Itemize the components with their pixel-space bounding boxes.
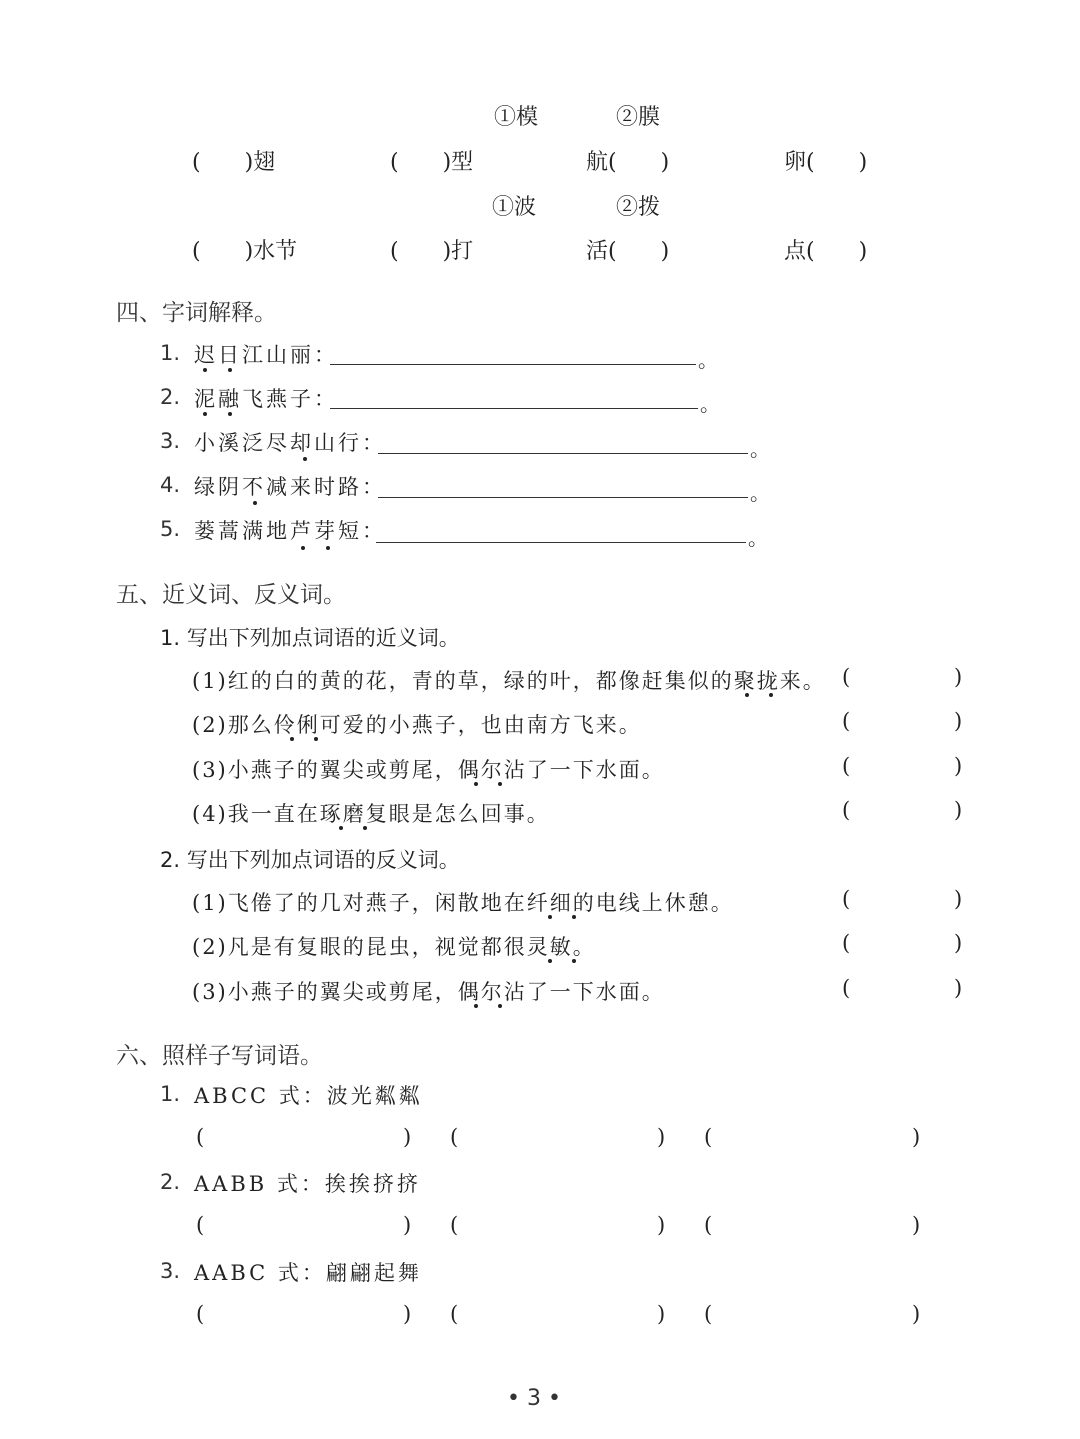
emphasis-dot: [498, 782, 502, 786]
answer-paren-open[interactable]: (: [196, 1125, 205, 1149]
page-number: • 3 •: [507, 1386, 561, 1411]
sentence-item: (1)红的白的黄的花，青的草，绿的叶，都像赶集似的聚拢来。: [192, 669, 826, 693]
answer-paren-open[interactable]: (: [842, 887, 851, 911]
poem-line: 泥融飞燕子：: [194, 387, 338, 411]
fill-item[interactable]: ( )打: [390, 239, 474, 264]
period: 。: [750, 481, 770, 505]
answer-paren-open[interactable]: (: [196, 1302, 205, 1326]
section-heading-4: 四、字词解释。: [116, 300, 277, 326]
item-number: 2.: [160, 1170, 181, 1194]
emphasis-dot: [253, 501, 257, 505]
answer-paren-close[interactable]: ): [912, 1213, 921, 1237]
sentence-item: (2)凡是有复眼的昆虫，视觉都很灵敏。: [192, 935, 596, 959]
sentence-item: (3)小燕子的翼尖或剪尾，偶尔沾了一下水面。: [192, 980, 665, 1004]
answer-line[interactable]: [378, 497, 748, 498]
answer-paren-open[interactable]: (: [450, 1125, 459, 1149]
fill-item[interactable]: ( )型: [390, 150, 474, 175]
period: 。: [748, 526, 768, 550]
emphasis-dot: [572, 959, 576, 963]
answer-line[interactable]: [376, 542, 746, 543]
answer-paren-close[interactable]: ): [954, 887, 963, 911]
answer-paren-open[interactable]: (: [450, 1302, 459, 1326]
answer-line[interactable]: [378, 453, 748, 454]
answer-paren-open[interactable]: (: [842, 798, 851, 822]
emphasis-dot: [339, 826, 343, 830]
item-number: 1.: [160, 1082, 181, 1106]
answer-paren-close[interactable]: ): [954, 754, 963, 778]
answer-paren-close[interactable]: ): [403, 1302, 412, 1326]
emphasis-dot: [474, 782, 478, 786]
poem-line: 绿阴不减来时路：: [194, 475, 386, 499]
poem-line: 小溪泛尽却山行：: [194, 431, 386, 455]
answer-paren-open[interactable]: (: [704, 1125, 713, 1149]
fill-item[interactable]: 点( ): [784, 239, 868, 264]
period: 。: [750, 437, 770, 461]
emphasis-dot: [228, 412, 232, 416]
sub-question-title: 2. 写出下列加点词语的反义词。: [160, 848, 460, 872]
sentence-item: (3)小燕子的翼尖或剪尾，偶尔沾了一下水面。: [192, 758, 665, 782]
emphasis-dot: [474, 1004, 478, 1008]
item-number: 5.: [160, 517, 181, 541]
pattern-example: AABC 式：翩翩起舞: [194, 1261, 422, 1285]
emphasis-dot: [303, 457, 307, 461]
emphasis-dot: [572, 915, 576, 919]
fill-item[interactable]: ( )水节: [192, 239, 298, 264]
answer-paren-open[interactable]: (: [842, 709, 851, 733]
poem-line: 蒌蒿满地芦芽短：: [194, 519, 386, 543]
emphasis-dot: [228, 368, 232, 372]
answer-paren-close[interactable]: ): [403, 1213, 412, 1237]
section-heading-6: 六、照样子写词语。: [116, 1043, 323, 1069]
sub-question-title: 1. 写出下列加点词语的近义词。: [160, 626, 460, 650]
answer-paren-close[interactable]: ): [657, 1302, 666, 1326]
emphasis-dot: [769, 693, 773, 697]
item-number: 1.: [160, 341, 181, 365]
answer-paren-close[interactable]: ): [954, 665, 963, 689]
fill-item[interactable]: 卵( ): [784, 150, 868, 175]
answer-paren-open[interactable]: (: [704, 1213, 713, 1237]
answer-paren-open[interactable]: (: [450, 1213, 459, 1237]
emphasis-dot: [326, 546, 330, 550]
fill-item[interactable]: 航( ): [586, 150, 670, 175]
answer-paren-open[interactable]: (: [842, 754, 851, 778]
answer-paren-open[interactable]: (: [842, 665, 851, 689]
emphasis-dot: [498, 1004, 502, 1008]
answer-paren-open[interactable]: (: [196, 1213, 205, 1237]
emphasis-dot: [548, 915, 552, 919]
answer-paren-open[interactable]: (: [704, 1302, 713, 1326]
period: 。: [700, 392, 720, 416]
emphasis-dot: [548, 959, 552, 963]
sentence-item: (1)飞倦了的几对燕子，闲散地在纤细的电线上休憩。: [192, 891, 734, 915]
emphasis-dot: [290, 737, 294, 741]
item-number: 3.: [160, 1259, 181, 1283]
section-heading-5: 五、近义词、反义词。: [116, 582, 346, 608]
answer-line[interactable]: [330, 408, 698, 409]
poem-line: 迟日江山丽：: [194, 343, 338, 367]
item-number: 3.: [160, 429, 181, 453]
answer-paren-close[interactable]: ): [954, 709, 963, 733]
emphasis-dot: [363, 826, 367, 830]
answer-paren-close[interactable]: ): [403, 1125, 412, 1149]
answer-paren-close[interactable]: ): [912, 1302, 921, 1326]
emphasis-dot: [314, 737, 318, 741]
option-mo-1: ①模: [494, 105, 539, 130]
emphasis-dot: [301, 546, 305, 550]
item-number: 4.: [160, 473, 181, 497]
answer-paren-close[interactable]: ): [657, 1213, 666, 1237]
sentence-item: (4)我一直在琢磨复眼是怎么回事。: [192, 802, 550, 826]
answer-paren-close[interactable]: ): [954, 798, 963, 822]
emphasis-dot: [203, 412, 207, 416]
option-mo-2: ②膜: [616, 105, 661, 130]
answer-paren-close[interactable]: ): [954, 931, 963, 955]
pattern-example: AABB 式：挨挨挤挤: [194, 1172, 421, 1196]
answer-paren-close[interactable]: ): [954, 976, 963, 1000]
sentence-item: (2)那么伶俐可爱的小燕子，也由南方飞来。: [192, 713, 642, 737]
fill-item[interactable]: 活( ): [586, 239, 670, 264]
pattern-example: ABCC 式：波光粼粼: [194, 1084, 423, 1108]
item-number: 2.: [160, 385, 181, 409]
fill-item[interactable]: ( )翅: [192, 150, 276, 175]
period: 。: [698, 348, 718, 372]
emphasis-dot: [203, 368, 207, 372]
option-bo-2: ②拨: [616, 195, 661, 220]
answer-line[interactable]: [330, 364, 696, 365]
answer-paren-open[interactable]: (: [842, 931, 851, 955]
answer-paren-close[interactable]: ): [657, 1125, 666, 1149]
emphasis-dot: [745, 693, 749, 697]
answer-paren-close[interactable]: ): [912, 1125, 921, 1149]
option-bo-1: ①波: [492, 195, 537, 220]
answer-paren-open[interactable]: (: [842, 976, 851, 1000]
